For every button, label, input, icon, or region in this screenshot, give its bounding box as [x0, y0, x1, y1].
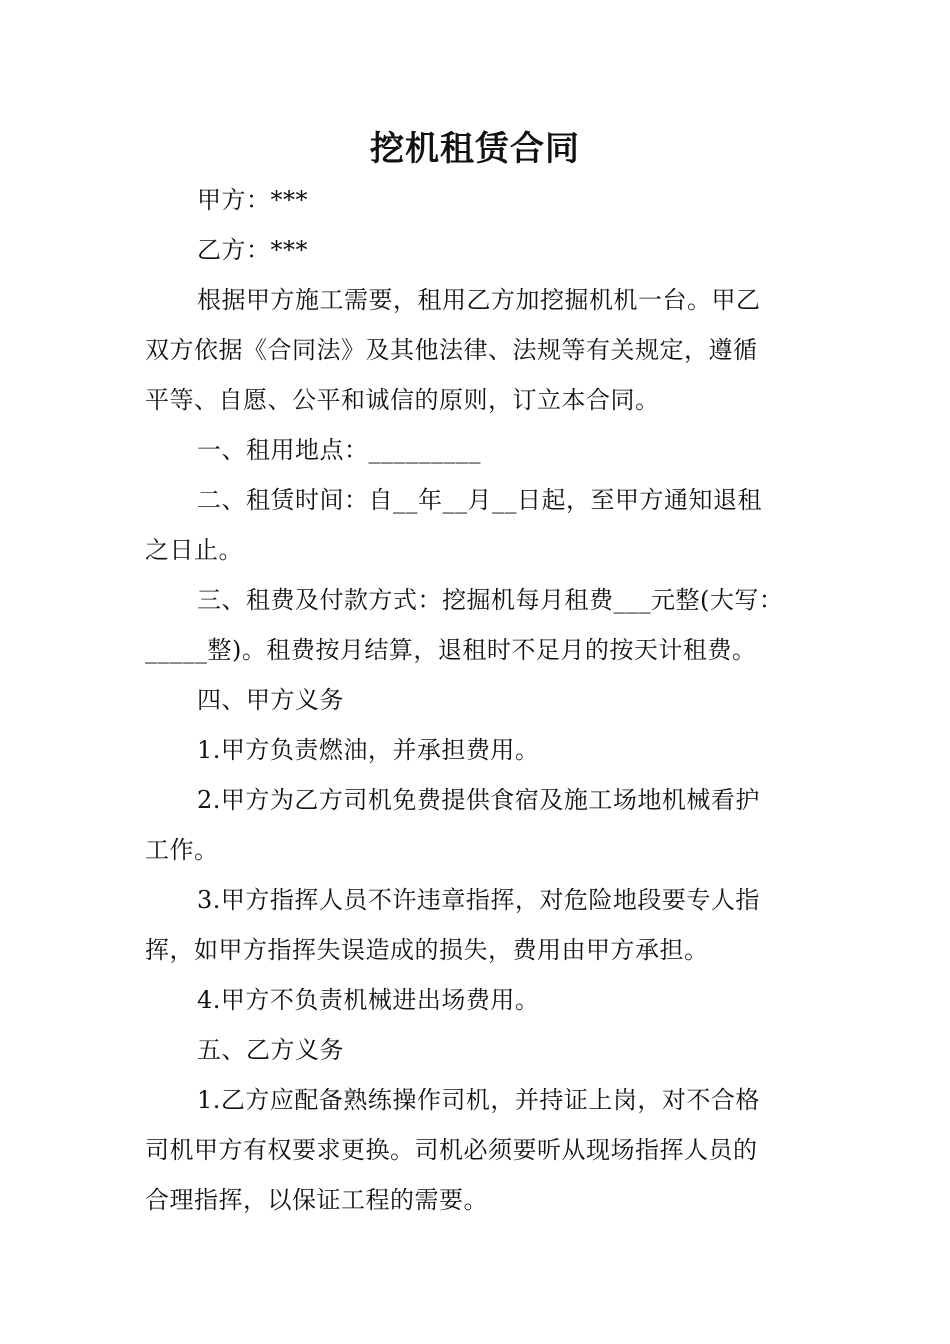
party-a-line: [145, 175, 815, 225]
section-party-a-duties-heading: [145, 675, 815, 725]
clause-term-line-2: 之日止。: [145, 536, 243, 564]
party-a-duty-2-line-2: 工作。: [145, 836, 219, 864]
party-b-text: 乙方：***: [197, 236, 308, 264]
section5-heading-text: 五、乙方义务: [197, 1036, 344, 1064]
party-b-duty-1: [145, 1075, 815, 1225]
party-a-duty-2-line-1: 2.甲方为乙方司机免费提供食宿及施工场地机械看护: [197, 786, 760, 814]
clause-payment-line-2: _____整)。租费按月结算，退租时不足月的按天计租费。: [145, 636, 757, 664]
party-a-duty-3-line-2: 挥，如甲方指挥失误造成的损失，费用由甲方承担。: [145, 936, 709, 964]
party-a-duty-4-text: 4.甲方不负责机械进出场费用。: [197, 986, 540, 1014]
party-a-text: 甲方：***: [197, 186, 308, 214]
clause-term-line-1: 二、租赁时间：自__年__月__日起，至甲方通知退租: [197, 486, 762, 514]
party-a-duty-1: [145, 725, 815, 775]
intro-line-2: 双方依据《合同法》及其他法律、法规等有关规定，遵循: [145, 336, 758, 364]
section-party-b-duties-heading: [145, 1025, 815, 1075]
clause-payment-line-1: 三、租费及付款方式：挖掘机每月租费___元整(大写：: [197, 586, 784, 614]
party-b-duty-1-line-2: 司机甲方有权要求更换。司机必须要听从现场指挥人员的: [145, 1136, 758, 1164]
party-a-duty-3: [145, 875, 815, 975]
intro-line-1: 根据甲方施工需要，租用乙方加挖掘机机一台。甲乙: [197, 286, 761, 314]
clause-term: [145, 475, 815, 575]
party-b-duty-1-line-1: 1.乙方应配备熟练操作司机，并持证上岗，对不合格: [197, 1086, 760, 1114]
party-b-line: [145, 225, 815, 275]
clause-payment: [145, 575, 815, 675]
clause-location-text: 一、租用地点：_________: [197, 436, 481, 464]
section4-heading-text: 四、甲方义务: [197, 686, 344, 714]
clause-location: [145, 425, 815, 475]
party-a-duty-4: [145, 975, 815, 1025]
intro-line-3: 平等、自愿、公平和诚信的原则，订立本合同。: [145, 386, 660, 414]
party-a-duty-2: [145, 775, 815, 875]
party-a-duty-3-line-1: 3.甲方指挥人员不许违章指挥，对危险地段要专人指: [197, 886, 760, 914]
contract-title: 挖机租赁合同: [370, 129, 580, 169]
party-b-duty-1-line-3: 合理指挥，以保证工程的需要。: [145, 1186, 488, 1214]
intro-paragraph: [145, 275, 815, 425]
party-a-duty-1-text: 1.甲方负责燃油，并承担费用。: [197, 736, 540, 764]
